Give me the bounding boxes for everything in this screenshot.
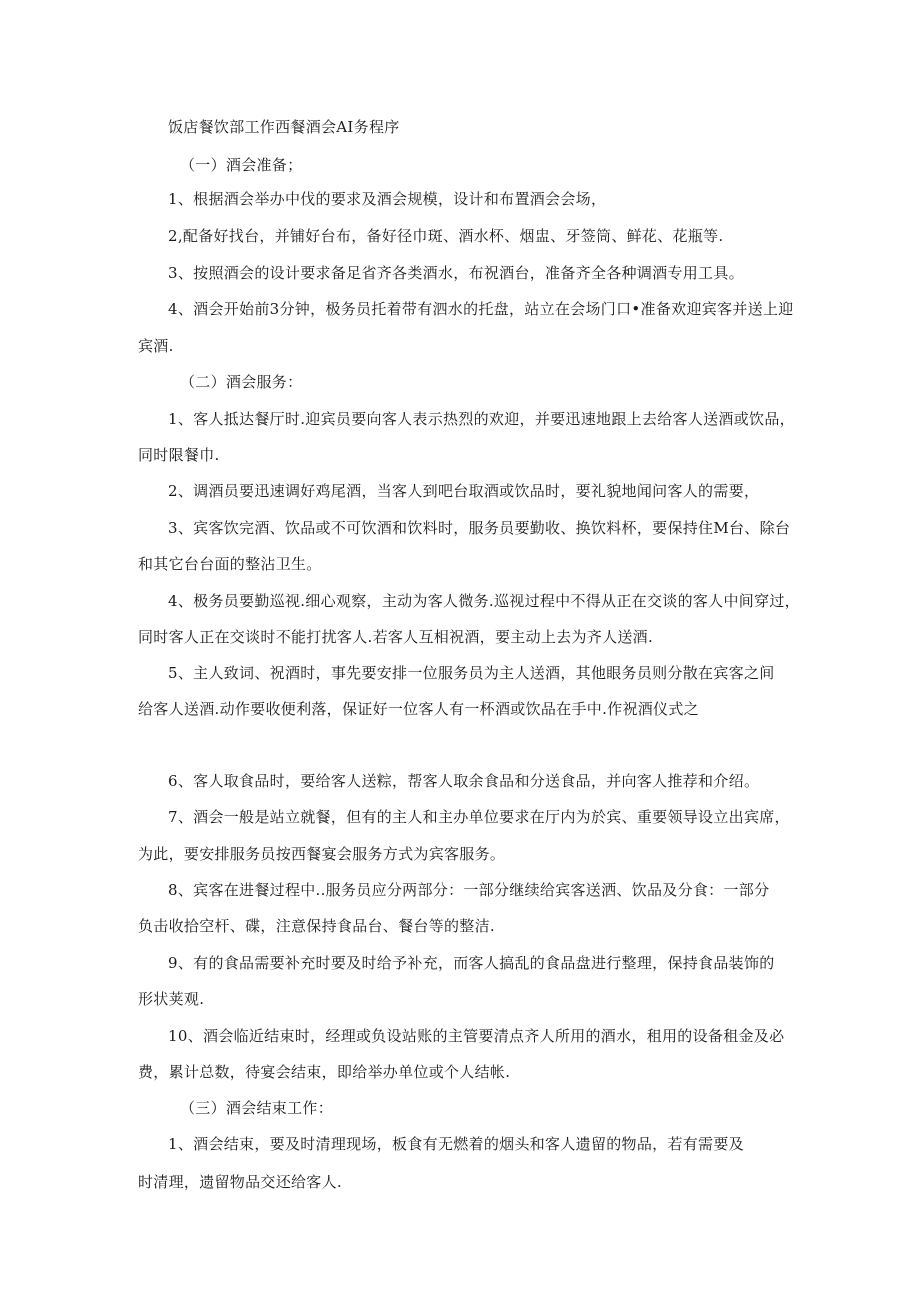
paragraph-line: 1、酒会结束，要及时清理现场，板食有无燃着的烟头和客人遗留的物品，若有需要及: [168, 1135, 744, 1153]
paragraph-line: 形状荚观.: [138, 990, 205, 1008]
paragraph-line: 时清理，遗留物品交还给客人.: [138, 1173, 342, 1191]
paragraph-line: 5、主人致词、祝酒时，事先要安排一位服务员为主人送酒，其他眼务员则分散在宾客之间: [168, 664, 775, 682]
paragraph-line: 2,配备好找台，并铺好台布，备好径巾斑、酒水杯、烟盅、牙签筒、鲜花、花瓶等.: [168, 227, 724, 245]
paragraph-line: 10、酒会临近结束时，经理或负设站账的主管要清点齐人所用的酒水，租用的设备租金及必: [168, 1027, 785, 1045]
section-heading: （一）酒会准备；: [180, 156, 303, 174]
section-heading: （三）酒会结束工作：: [180, 1099, 334, 1117]
document-title: 饭店餐饮部工作西餐酒会AI务程序: [168, 118, 400, 136]
paragraph-line: 7、酒会一般是站立就餐，但有的主人和主办单位要求在厅内为於宾、重要领导设立出宾席，: [168, 808, 790, 826]
paragraph-line: 8、宾客在进餐过程中..服务员应分两部分：一部分继续给宾客送洒、饮品及分食：一部分: [168, 881, 770, 899]
paragraph-line: 为此，要安排服务员按西餐宴会服务方式为宾客服务。: [138, 845, 506, 863]
paragraph-line: 1、客人抵达餐厅时.迎宾员要向客人表示热烈的欢迎，并要迅速地跟上去给客人送酒或饮品，: [168, 410, 795, 428]
paragraph-line: 宾酒.: [138, 337, 174, 355]
paragraph-line: 4、极务员要勤巡视.细心观察，主动为客人微务.巡视过程中不得从正在交谈的客人中间穿过，: [168, 592, 800, 610]
paragraph-line: 3、按照酒会的设计要求备足省齐各类酒水，布祝酒台，准备齐全各种调酒专用工具。: [168, 264, 744, 282]
paragraph-line: 给客人送酒.动作要收便利落，保证好一位客人有一杯酒或饮品在手中.作祝酒仪式之: [138, 700, 699, 718]
paragraph-line: 1、根据酒会举办中伐的要求及酒会规模，设计和布置酒会会场，: [168, 190, 607, 208]
paragraph-line: 费，累计总数，待宴会结束，即给举办单位或个人结帐.: [138, 1063, 511, 1081]
paragraph-line: 4、酒会开始前3分钟，极务员托着带有泗水的托盘，站立在会场门口•准备欢迎宾客并送上迎: [168, 300, 794, 318]
paragraph-line: 同时限餐巾.: [138, 446, 220, 464]
paragraph-line: 负击收拾空杆、碟，注意保持食品台、餐台等的整洁.: [138, 917, 495, 935]
section-heading: （二）酒会服务：: [180, 373, 303, 391]
paragraph-line: 和其它台台面的整沾卫生。: [138, 555, 322, 573]
paragraph-line: 同时客人正在交谈时不能打扰客人.若客人互相祝酒，要主动上去为齐人送酒.: [138, 628, 654, 646]
paragraph-line: 3、宾客饮完酒、饮品或不可饮酒和饮料时，服务员要勤收、换饮料杯，要保持住M台、除台: [168, 519, 791, 537]
paragraph-line: 9、有的食品需要补充时要及时给予补充，而客人搞乱的食品盘进行整理，保持食品装饰的: [168, 954, 775, 972]
paragraph-line: 6、客人取食品时，要给客人送粽，帮客人取余食品和分送食品，并向客人推荐和介绍。: [168, 772, 760, 790]
paragraph-line: 2、调酒员要迅速调好鸡尾酒，当客人到吧台取酒或饮品时，要礼貌地闻问客人的需要，: [168, 482, 760, 500]
